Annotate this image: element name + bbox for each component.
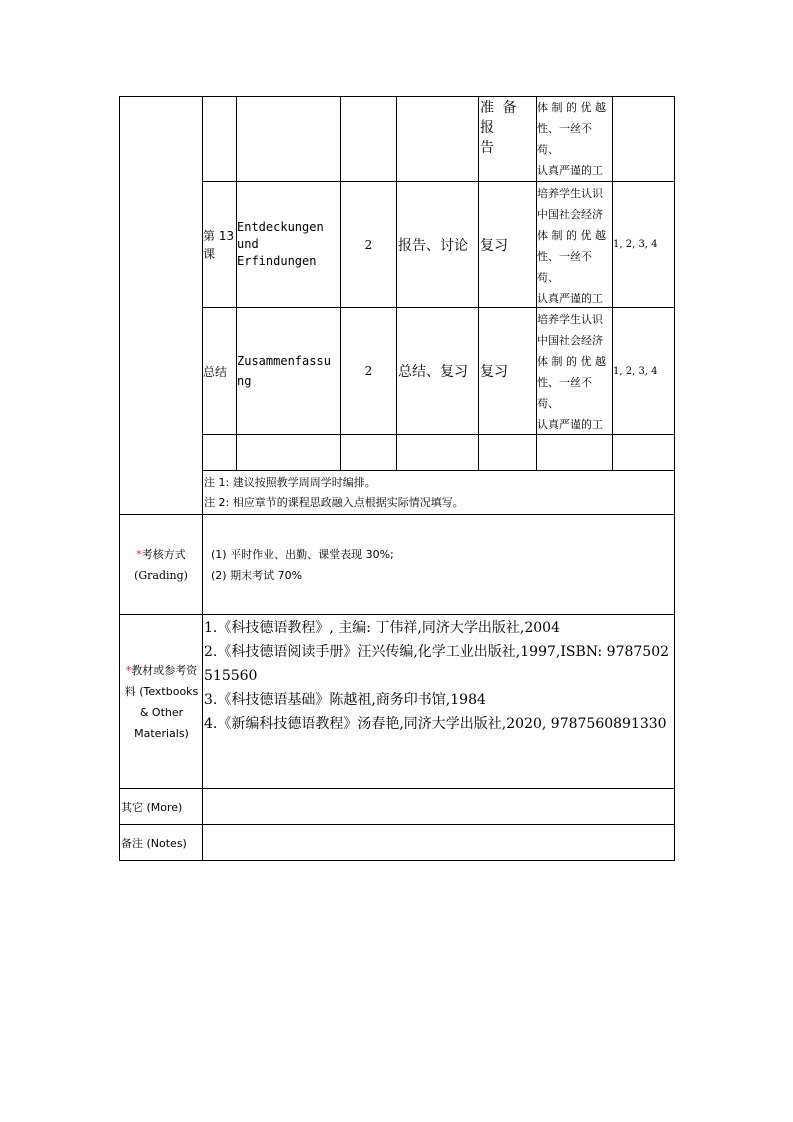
row-divider xyxy=(202,470,675,471)
objectives-cell: 1, 2, 3, 4 xyxy=(613,239,658,250)
other-label: 其它 (More) xyxy=(121,800,183,814)
material-item: 4.《新编科技德语教程》汤春艳,同济大学出版社,2020, 9787560891330 xyxy=(204,716,667,732)
required-asterisk: * xyxy=(125,663,132,677)
grading-label-en: (Grading) xyxy=(134,568,188,582)
hours-cell: 2 xyxy=(364,237,373,252)
assignment-cell: 复习 xyxy=(480,364,508,380)
table-left-border xyxy=(119,96,120,861)
course-table xyxy=(119,96,675,861)
content-cell: Zusammenfassu ng xyxy=(237,354,331,388)
materials-content xyxy=(204,616,672,788)
materials-label xyxy=(121,615,202,788)
ideology-cell: 培养学生认识 中国社会经济 体 制 的 优 越 性、一丝不苟、 认真严谨的工 xyxy=(537,187,606,305)
method-cell: 总结、复习 xyxy=(398,364,468,380)
schedule-notes xyxy=(204,473,672,513)
lesson-cell: 总结 xyxy=(203,364,228,379)
grading-label-cn xyxy=(136,544,186,565)
column-divider xyxy=(396,96,397,471)
note-line: 注 2: 相应章节的课程思政融入点根据实际情况填写。 xyxy=(204,496,464,509)
material-item: 3.《科技德语基础》陈越祖,商务印书馆,1984 xyxy=(204,692,486,708)
remarks-label: 备注 (Notes) xyxy=(121,836,187,850)
ideology-cell: 培养学生认识 中国社会经济 体 制 的 优 越 性、一丝不苟、 认真严谨的工 xyxy=(537,313,606,431)
assignment-cell: 准 备 报 告 xyxy=(480,100,519,156)
remarks-content xyxy=(203,825,674,860)
hours-cell: 2 xyxy=(364,364,373,378)
lesson-cell: 第 13 课 xyxy=(203,228,235,261)
column-divider xyxy=(478,96,479,471)
grading-item: (1) 平时作业、出勤、课堂表现 30%; xyxy=(211,548,394,561)
table-right-border xyxy=(674,96,675,861)
content-cell: Entdeckungen und Erfindungen xyxy=(237,220,324,268)
objectives-cell: 1, 2, 3, 4 xyxy=(613,365,658,377)
material-item: 2.《科技德语阅读手册》汪兴传编,化学工业出版社,1997,ISBN: 9787502515560 xyxy=(204,644,670,684)
note-line: 注 1: 建议按照教学周周学时编排。 xyxy=(204,476,376,489)
required-asterisk: * xyxy=(136,547,142,561)
grading-label xyxy=(120,515,202,614)
method-cell: 报告、讨论 xyxy=(398,237,468,254)
grading-item: (2) 期末考试 70% xyxy=(211,569,303,582)
material-item: 1.《科技德语教程》, 主编: 丁伟祥,同济大学出版社,2004 xyxy=(204,620,560,636)
ideology-cell: 体 制 的 优 越 性、一丝不苟、 认真严谨的工 xyxy=(537,101,606,177)
other-content xyxy=(203,789,674,824)
row-divider xyxy=(202,434,675,435)
assignment-cell: 复习 xyxy=(480,237,508,254)
grading-content xyxy=(211,544,671,588)
materials-label-text: 教材或参考资料 (Textbooks & Other Materials) xyxy=(124,663,199,740)
grading-label-cn-text: 考核方式 xyxy=(141,547,186,561)
